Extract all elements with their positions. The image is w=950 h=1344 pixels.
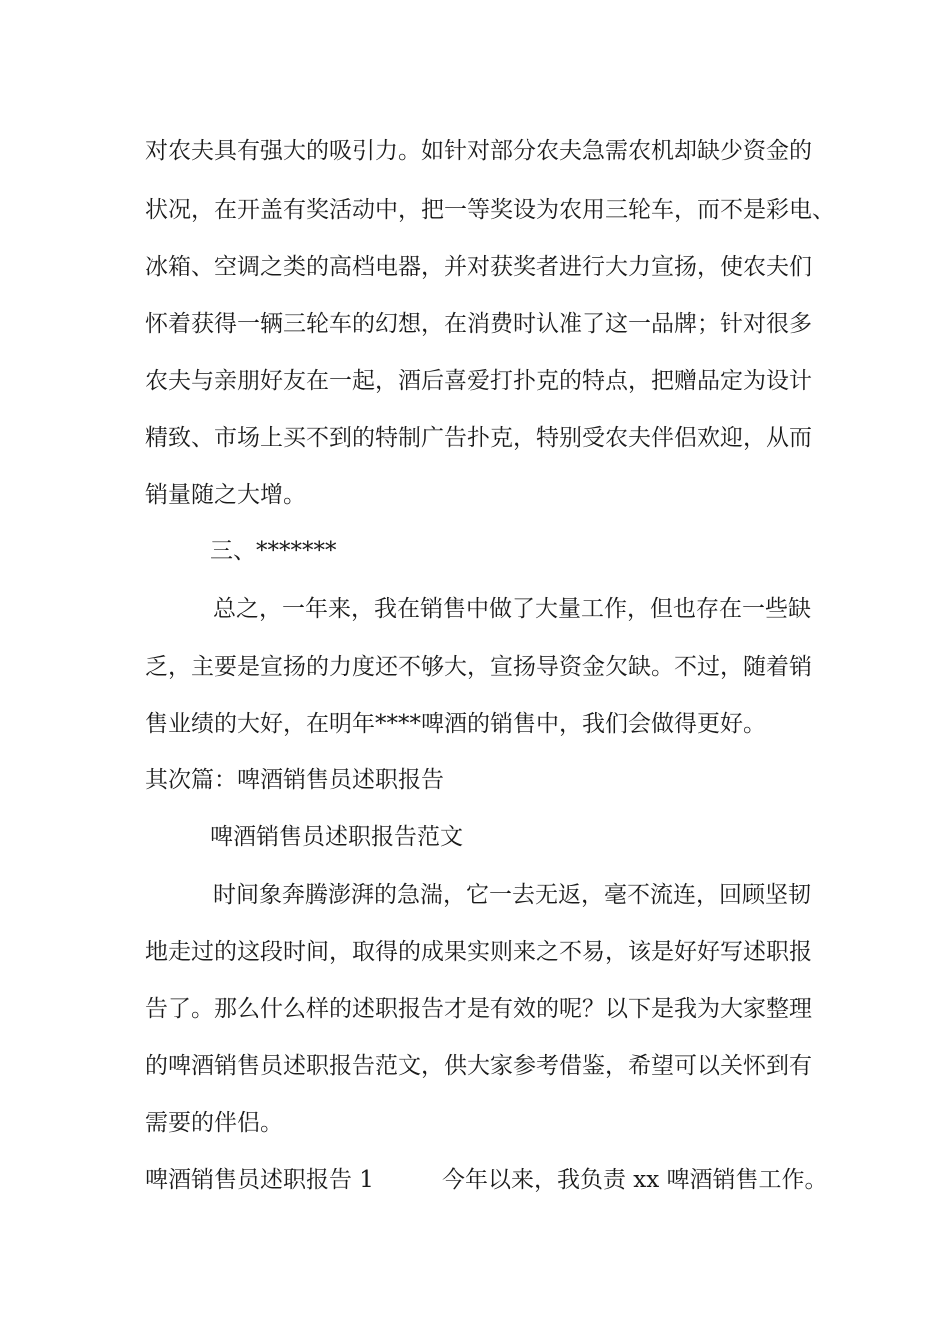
paragraph-line: 时间象奔腾澎湃的急湍，它一去无返，毫不流连，回顾坚韧	[213, 882, 811, 908]
paragraph-line: 对农夫具有强大的吸引力。如针对部分农夫急需农机却缺少资金的	[145, 138, 812, 164]
document-subtitle: 啤酒销售员述职报告范文	[210, 824, 463, 850]
paragraph-line: 乏，主要是宣扬的力度还不够大，宣扬导资金欠缺。不过，随着销	[145, 654, 812, 680]
report-text: 今年以来，我负责 xx 啤酒销售工作。	[441, 1167, 828, 1193]
paragraph-line: 怀着获得一辆三轮车的幻想，在消费时认准了这一品牌；针对很多	[145, 311, 812, 337]
paragraph-line: 销量随之大增。	[145, 482, 306, 508]
paragraph-line: 告了。那么什么样的述职报告才是有效的呢？以下是我为大家整理	[145, 996, 812, 1022]
paragraph-line: 冰箱、空调之类的高档电器，并对获奖者进行大力宣扬，使农夫们	[145, 254, 812, 280]
paragraph-line: 售业绩的大好，在明年****啤酒的销售中，我们会做得更好。	[145, 711, 766, 737]
paragraph-line: 精致、市场上买不到的特制广告扑克，特别受农夫伴侣欢迎，从而	[145, 425, 812, 451]
paragraph-line: 的啤酒销售员述职报告范文，供大家参考借鉴，希望可以关怀到有	[145, 1053, 812, 1079]
paragraph-line: 农夫与亲朋好友在一起，酒后喜爱打扑克的特点，把赠品定为设计	[145, 368, 812, 394]
report-title: 啤酒销售员述职报告 1	[145, 1167, 374, 1193]
paragraph-line: 需要的伴侣。	[145, 1110, 283, 1136]
part-heading: 其次篇：啤酒销售员述职报告	[145, 767, 444, 793]
paragraph-line: 地走过的这段时间，取得的成果实则来之不易，该是好好写述职报	[145, 939, 812, 965]
section-heading: 三、*******	[210, 538, 337, 564]
report-line	[145, 1165, 828, 1195]
paragraph-line: 总之，一年来，我在销售中做了大量工作，但也存在一些缺	[213, 596, 811, 622]
paragraph-line: 状况，在开盖有奖活动中，把一等奖设为农用三轮车，而不是彩电、	[145, 197, 835, 223]
